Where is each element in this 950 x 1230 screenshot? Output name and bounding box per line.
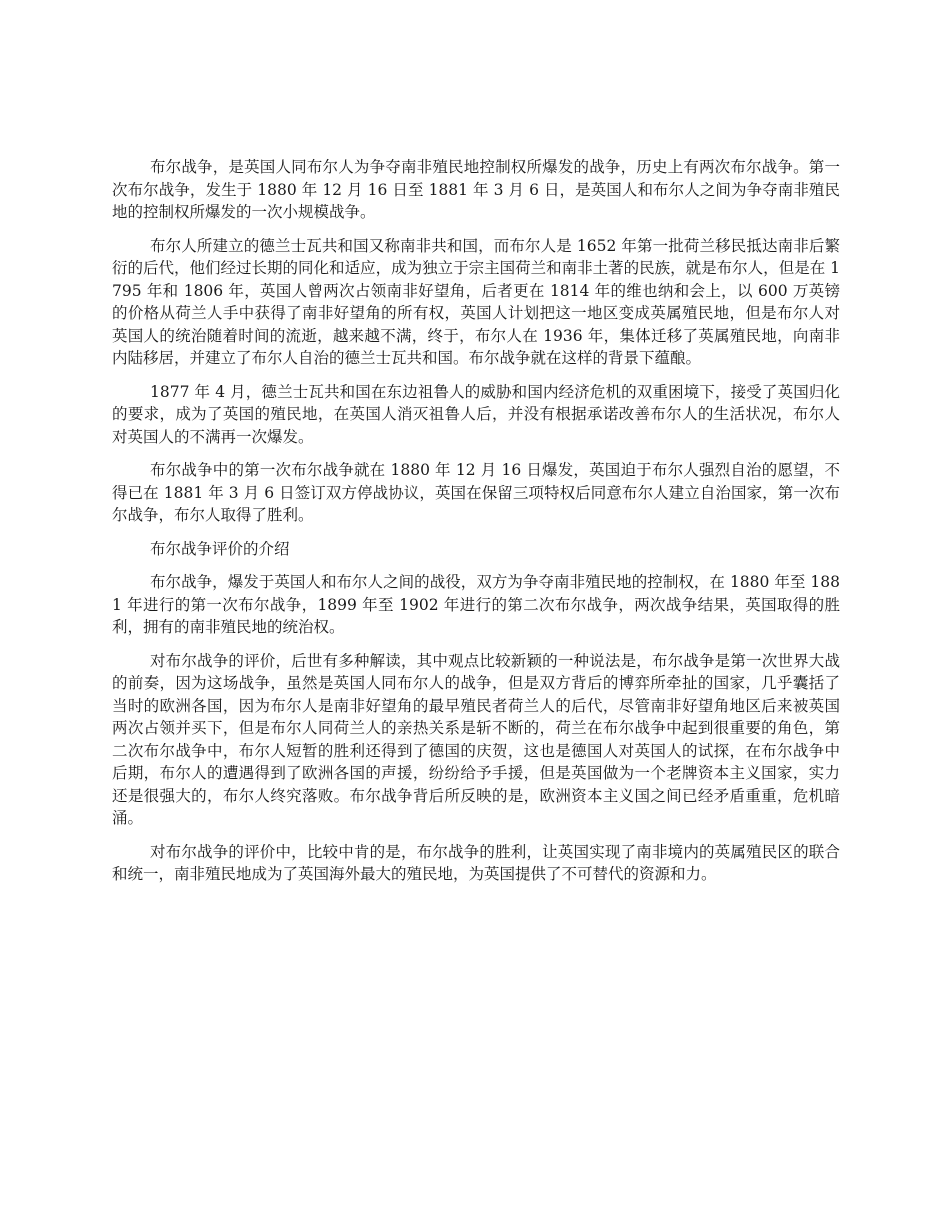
paragraph-4: 布尔战争中的第一次布尔战争就在 1880 年 12 月 16 日爆发，英国迫于布尔人强烈自治的愿望，不得已在 1881 年 3 月 6 日签订双方停战协议，英国在保留三项特权后同意布尔人建立自治国家，第一次布尔战争，布尔人取得了胜利。 [112, 461, 840, 524]
section-paragraph-2: 对布尔战争的评价，后世有多种解读，其中观点比较新颖的一种说法是，布尔战争是第一次世界大战的前奏，因为这场战争，虽然是英国人同布尔人的战争，但是双方背后的博弈所牵扯的国家，几乎囊括了当时的欧洲各国，因为布尔人是南非好望角的最早殖民者荷兰人的后代，尽管南非好望角地区后来被英国两次占领并买下，但是布尔人同荷兰人的亲热关系是斩不断的，荷兰在布尔战争中起到很重要的角色，第二次布尔战争中，布尔人短暂的胜利还得到了德国的庆贺，这也是德国人对英国人的试探，在布尔战争中后期，布尔人的遭遇得到了欧洲各国的声援，纷纷给予手援，但是英国做为一个老牌资本主义国家，实力还是很强大的，布尔人终究落败。布尔战争背后所反映的是，欧洲资本主义国之间已经矛盾重重，危机暗涌。 [112, 651, 840, 827]
paragraph-1: 布尔战争，是英国人同布尔人为争夺南非殖民地控制权所爆发的战争，历史上有两次布尔战争。第一次布尔战争，发生于 1880 年 12 月 16 日至 1881 年 3 月 6 日，是英国人和布尔人之间为争夺南非殖民地的控制权所爆发的一次小规模战争。 [112, 158, 840, 221]
paragraph-2: 布尔人所建立的德兰士瓦共和国又称南非共和国，而布尔人是 1652 年第一批荷兰移民抵达南非后繁衍的后代，他们经过长期的同化和适应，成为独立于宗主国荷兰和南非土著的民族，就是布尔人，但是在 1795 年和 1806 年，英国人曾两次占领南非好望角，后者更在 1814 年的维也纳和会上，以 600 万英镑的价格从荷兰人手中获得了南非好望角的所有权，英国人计划把这一地区变成英属殖民地，但是布尔人对英国人的统治随着时间的流逝，越来越不满，终于，布尔人在 1936 年，集体迁移了英属殖民地，向南非内陆移居，并建立了布尔人自治的德兰士瓦共和国。布尔战争就在这样的背景下蕴酿。 [112, 236, 840, 367]
document-page [112, 156, 840, 897]
section-paragraph-3: 对布尔战争的评价中，比较中肯的是，布尔战争的胜利，让英国实现了南非境内的英属殖民区的联合和统一，南非殖民地成为了英国海外最大的殖民地，为英国提供了不可替代的资源和力。 [112, 842, 840, 883]
section-heading: 布尔战争评价的介绍 [150, 539, 290, 558]
section-paragraph-1: 布尔战争，爆发于英国人和布尔人之间的战役，双方为争夺南非殖民地的控制权，在 1880 年至 1881 年进行的第一次布尔战争，1899 年至 1902 年进行的第二次布尔战争，两次战争结果，英国取得的胜利，拥有的南非殖民地的统治权。 [112, 573, 840, 636]
paragraph-3: 1877 年 4 月，德兰士瓦共和国在东边祖鲁人的威胁和国内经济危机的双重困境下，接受了英国归化的要求，成为了英国的殖民地，在英国人消灭祖鲁人后，并没有根据承诺改善布尔人的生活状况，布尔人对英国人的不满再一次爆发。 [112, 382, 840, 446]
